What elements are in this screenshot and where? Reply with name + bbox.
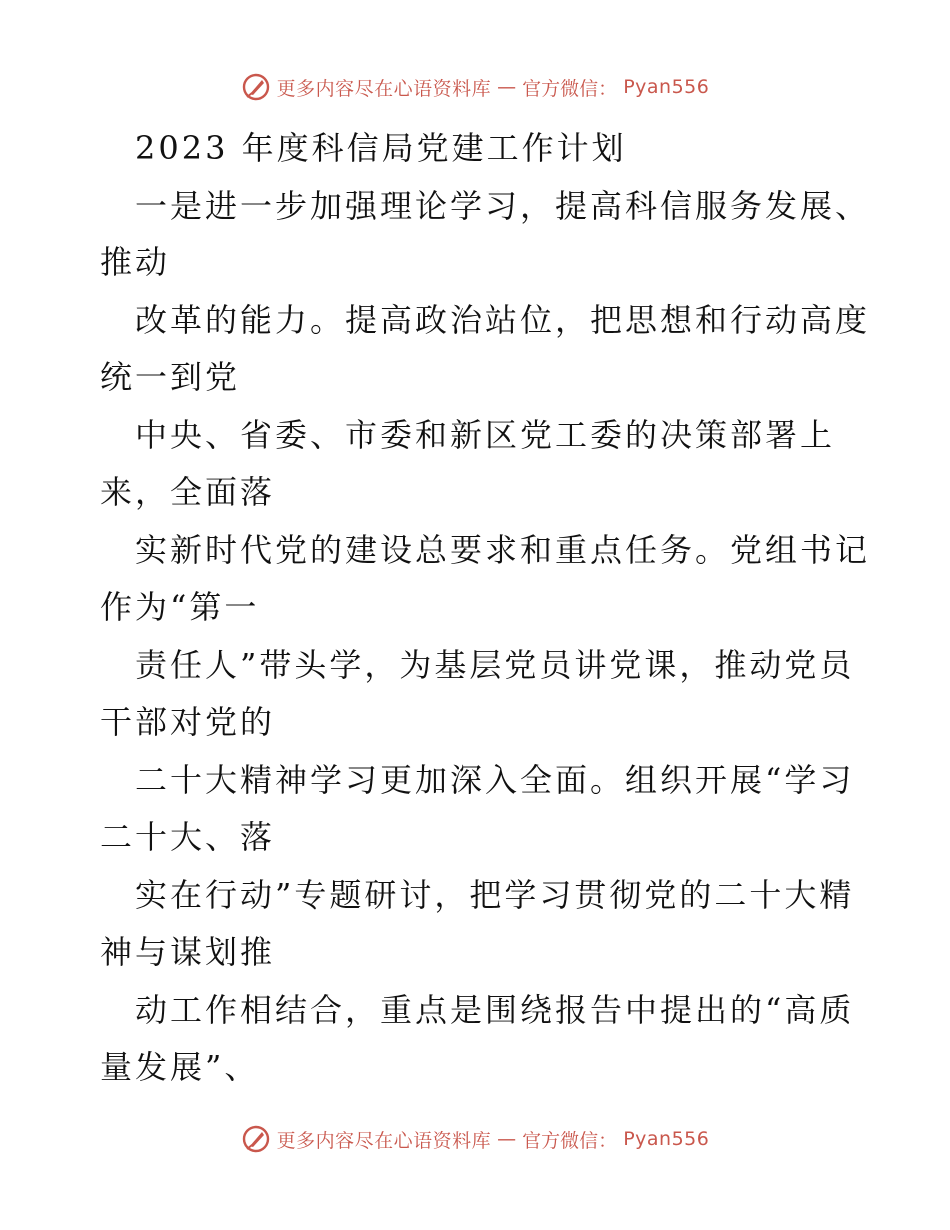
watermark-separator: —	[497, 1128, 517, 1150]
watermark-wechat-id: Pyan556	[623, 1128, 710, 1150]
paragraph-line: 推动	[100, 243, 171, 281]
watermark-footer	[0, 1124, 950, 1154]
paragraph-line: 神与谋划推	[100, 933, 276, 971]
paragraph-line: 实在行动”专题研讨，把学习贯彻党的二十大精	[135, 876, 855, 914]
paragraph-line: 一是进一步加强理论学习，提高科信服务发展、	[135, 187, 871, 225]
paragraph-line: 二十大精神学习更加深入全面。组织开展“学习	[135, 761, 855, 799]
feather-pen-icon	[241, 72, 271, 102]
paragraph-line: 实新时代党的建设总要求和重点任务。党组书记	[135, 531, 871, 569]
watermark-header	[0, 72, 950, 102]
paragraph-line: 量发展”、	[100, 1048, 260, 1086]
paragraph-line: 改革的能力。提高政治站位，把思想和行动高度	[135, 301, 871, 339]
watermark-separator: —	[497, 76, 517, 98]
feather-pen-icon	[241, 1124, 271, 1154]
watermark-wechat-id: Pyan556	[623, 76, 710, 98]
paragraph-line: 来，全面落	[100, 473, 276, 511]
paragraph-line: 干部对党的	[100, 703, 276, 741]
watermark-main-text: 更多内容尽在心语资料库	[276, 1129, 492, 1152]
watermark-official-label: 官方微信：	[522, 1129, 618, 1152]
document-title: 2023 年度科信局党建工作计划	[135, 129, 627, 167]
paragraph-line: 中央、省委、市委和新区党工委的决策部署上	[135, 416, 836, 454]
watermark-official-label: 官方微信：	[522, 77, 618, 100]
paragraph-line: 统一到党	[100, 358, 241, 396]
paragraph-line: 动工作相结合，重点是围绕报告中提出的“高质	[135, 991, 855, 1029]
watermark-main-text: 更多内容尽在心语资料库	[276, 77, 492, 100]
paragraph-line: 二十大、落	[100, 818, 276, 856]
paragraph-line: 责任人”带头学，为基层党员讲党课，推动党员	[135, 646, 855, 684]
paragraph-line: 作为“第一	[100, 588, 260, 626]
